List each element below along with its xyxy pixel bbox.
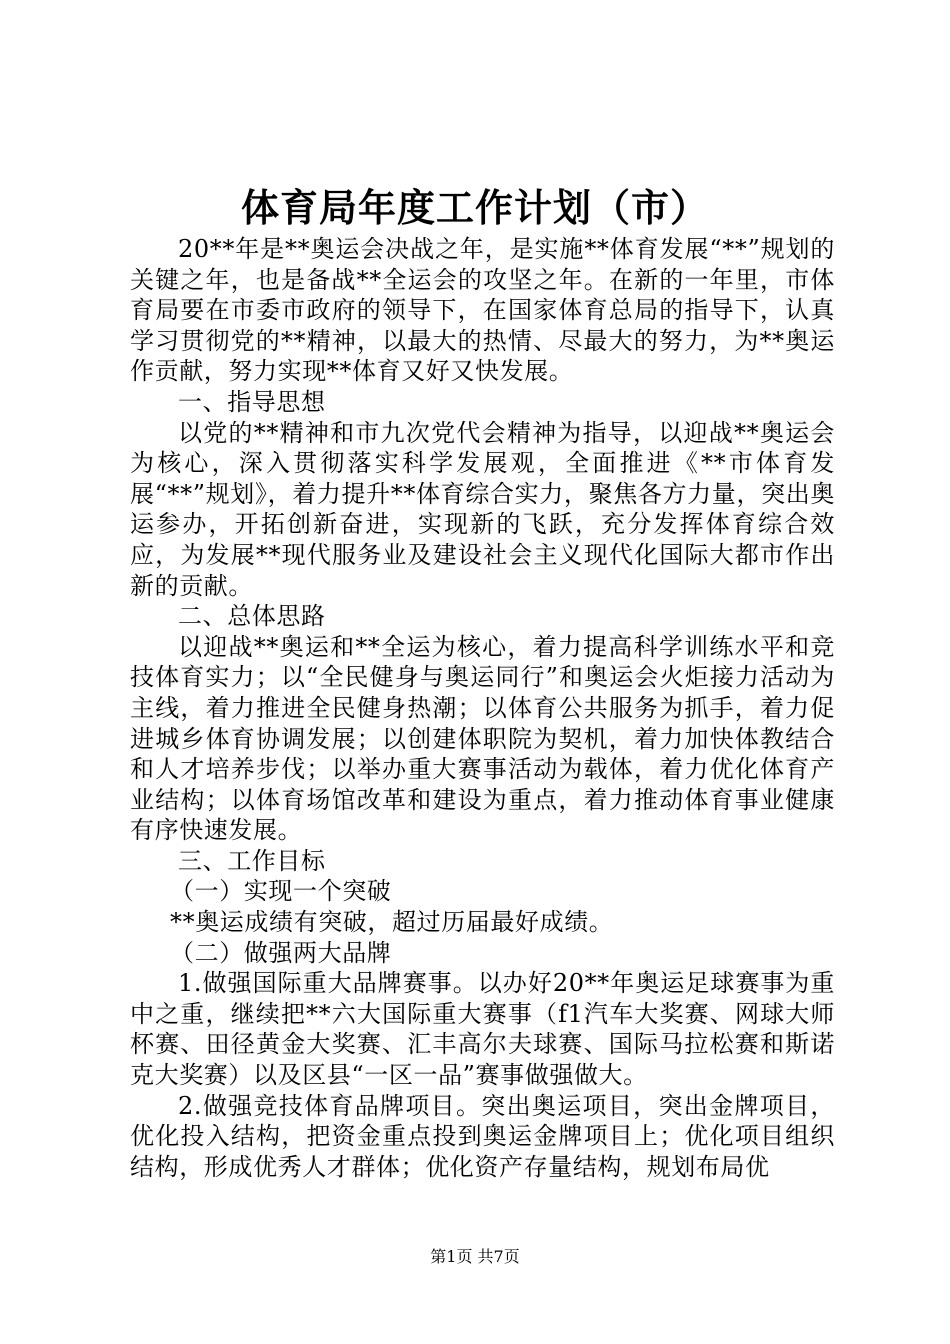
guiding-thought-paragraph: 以党的**精神和市九次党代会精神为指导，以迎战**奥运会为核心，深入贯彻落实科学发展观，全面推进《**市体育发展“**”规划》，着力提升**体育综合实力，聚焦各方力量，突出奥运参办，开拓创新奋进，实现新的飞跃，充分发挥体育综合效应，为发展**现代服务业及建设社会主义现代化国际大都市作出新的贡献。 <box>130 418 835 600</box>
brand-item-paragraph: 2.做强竞技体育品牌项目。突出奥运项目，突出金牌项目，优化投入结构，把资金重点投到奥运金牌项目上；优化项目组织结构，形成优秀人才群体；优化资产存量结构，规划布局优 <box>130 1091 835 1181</box>
document-body <box>130 234 835 1182</box>
section-heading-work-goals: 三、工作目标 <box>178 846 326 875</box>
brand-item-paragraph: 1.做强国际重大品牌赛事。以办好20**年奥运足球赛事为重中之重，继续把**六大国际重大赛事（f1汽车大奖赛、网球大师杯赛、田径黄金大奖赛、汇丰高尔夫球赛、国际马拉松赛和斯诺克大奖赛）以及区县“一区一品”赛事做强做大。 <box>130 969 835 1090</box>
breakthrough-paragraph: **奥运成绩有突破，超过历届最好成绩。 <box>170 908 614 937</box>
subsection-heading-one-breakthrough: （一）实现一个突破 <box>170 877 392 906</box>
subsection-heading-two-brands: （二）做强两大品牌 <box>170 938 392 967</box>
page-footer: 第1页 共7页 <box>430 1247 520 1266</box>
section-heading-guiding-thought: 一、指导思想 <box>178 387 326 416</box>
overall-approach-paragraph: 以迎战**奥运和**全运为核心，着力提高科学训练水平和竞技体育实力；以“全民健身与奥运同行”和奥运会火炬接力活动为主线，着力推进全民健身热潮；以体育公共服务为抓手，着力促进城乡体育协调发展；以创建体职院为契机，着力加快体教结合和人才培养步伐；以举办重大赛事活动为载体，着力优化体育产业结构；以体育场馆改革和建设为重点，着力推动体育事业健康有序快速发展。 <box>130 632 835 845</box>
document-title: 体育局年度工作计划（市） <box>240 185 709 230</box>
section-heading-overall-approach: 二、总体思路 <box>178 602 326 631</box>
intro-paragraph: 20**年是**奥运会决战之年，是实施**体育发展“**”规划的关键之年，也是备战**全运会的攻坚之年。在新的一年里，市体育局要在市委市政府的领导下，在国家体育总局的指导下，认真学习贯彻党的**精神，以最大的热情、尽最大的努力，为**奥运作贡献，努力实现**体育又好又快发展。 <box>130 235 835 386</box>
